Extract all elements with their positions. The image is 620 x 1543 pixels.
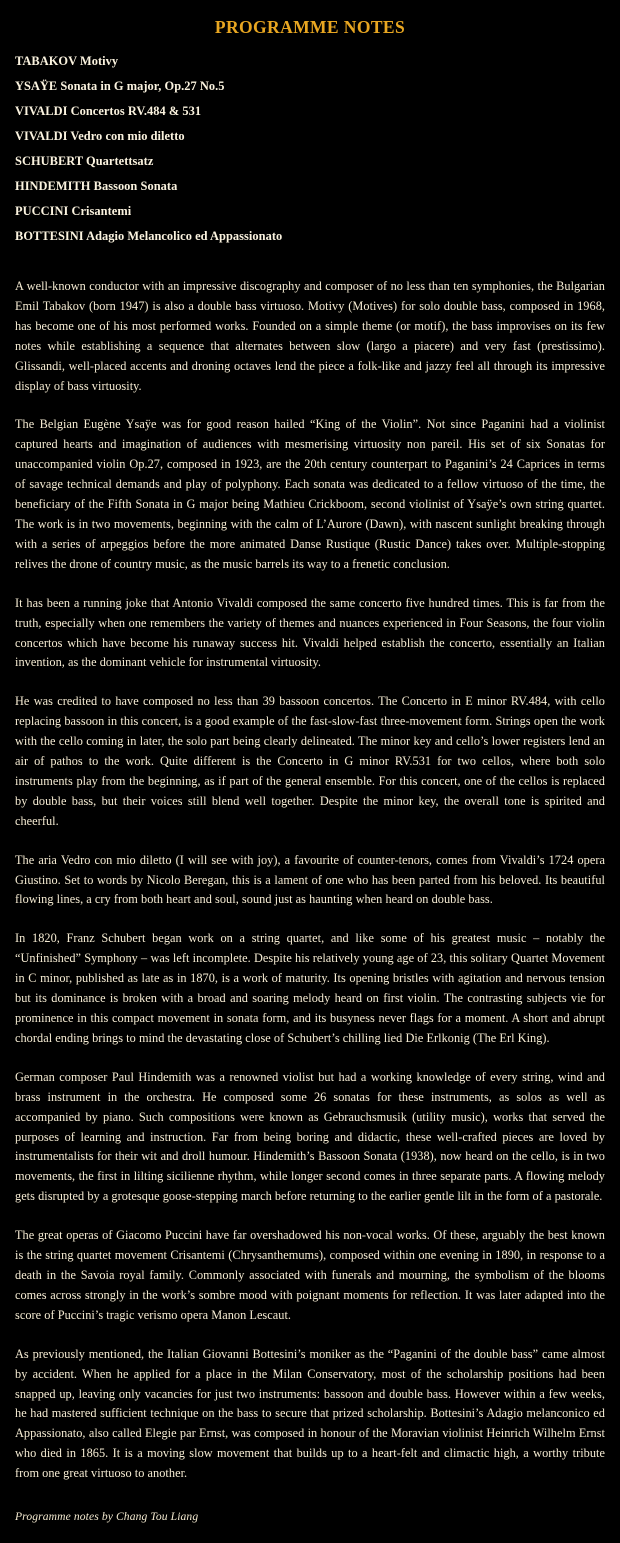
notes-body bbox=[15, 255, 605, 1484]
note-paragraph-ysaye: The Belgian Eugène Ysaÿe was for good reason hailed “King of the Violin”. Not since Paganini had a violinist captured hearts and imagination of audiences with mesmerising virtuosity non pareil. His set of six Sonatas for unaccompanied violin Op.27, composed in 1923, are the 20th century counterpart to Paganini’s 24 Caprices in terms of savage technical demands and play of polyphony. Each sonata was dedicated to a fellow virtuoso of the time, the beneficiary of the Fifth Sonata in G major being Mathieu Crickboom, second violinist of Ysaÿe’s own string quartet. The work is in two movements, beginning with the calm of L’Aurore (Dawn), with nascent sunlight breaking through with a series of arpeggios before the more animated Danse Rustique (Rustic Dance) takes over. Multiple-stopping relives the drone of country music, as the music barrels its way to a frenetic conclusion. bbox=[15, 417, 605, 571]
works-list-item: HINDEMITH Bassoon Sonata bbox=[15, 179, 178, 193]
works-list-item: VIVALDI Concertos RV.484 & 531 bbox=[15, 104, 202, 118]
works-list-item: TABAKOV Motivy bbox=[15, 54, 119, 68]
page-title: PROGRAMME NOTES bbox=[214, 17, 406, 37]
note-paragraph-hindemith: German composer Paul Hindemith was a renowned violist but had a working knowledge of every string, wind and brass instrument in the orchestra. He composed some 26 sonatas for these instruments, as solos as well as accompanied by piano. Such compositions were known as Gebrauchsmusik (utility music), works that served the purposes of learning and instruction. Far from being boring and didactic, these well-crafted pieces are loved by instrumentalists for their wit and droll humour. Hindemith’s Bassoon Sonata (1938), now heard on the cello, is in two movements, the first in lilting sicilienne rhythm, while longer second comes in three separate parts. A flowing melody gets disrupted by a grotesque goose-stepping march before returning to the earlier gentle lilt in the form of a pastorale. bbox=[15, 1069, 605, 1204]
works-list-item: VIVALDI Vedro con mio diletto bbox=[15, 129, 185, 143]
note-paragraph-bottesini: As previously mentioned, the Italian Giovanni Bottesini’s moniker as the “Paganini of the double bass” came almost by accident. When he applied for a place in the Milan Conservatory, most of the scholarship positions had been snapped up, leaving only vacancies for just two instruments: bassoon and double bass. However within a few weeks, he had mastered sufficient technique on the bass to secure that prized scholarship. Bottesini’s Adagio melanconico ed Appassionato, also called Elegie par Ernst, was composed in honour of the Moravian violinist Heinrich Wilhelm Ernst who died in 1865. It is a moving slow movement that builds up to a heart-felt and climactic high, a worthy tribute from one great virtuoso to another. bbox=[15, 1346, 605, 1481]
note-paragraph-vivaldi-intro: It has been a running joke that Antonio Vivaldi composed the same concerto five hundred times. This is far from the truth, especially when one remembers the variety of themes and nuances experienced in Four Seasons, the four violin concertos which have become his runaway success hit. Vivaldi helped establish the concerto, essentially an Italian invention, as the dominant vehicle for instrumental virtuosity. bbox=[15, 595, 605, 670]
byline: Programme notes by Chang Tou Liang bbox=[15, 1510, 199, 1524]
works-list-item: SCHUBERT Quartettsatz bbox=[15, 154, 154, 168]
note-paragraph-schubert: In 1820, Franz Schubert began work on a string quartet, and like some of his greatest music – notably the “Unfinished” Symphony – was left incomplete. Despite his relatively young age of 23, this solitary Quartet Movement in C minor, published as late as in 1870, is a work of maturity. Its opening bristles with agitation and nervous tension but its dominance is broken with a broad and soaring melody heard on first violin. The contrasting subjects vie for prominence in this compact movement in sonata form, and its busyness never flags for a moment. A short and abrupt chordal ending brings to mind the devastating close of Schubert’s chilling lied Die Erlkonig (The Erl King). bbox=[15, 931, 605, 1045]
note-paragraph-tabakov: A well-known conductor with an impressive discography and composer of no less than ten symphonies, the Bulgarian Emil Tabakov (born 1947) is also a double bass virtuoso. Motivy (Motives) for solo double bass, composed in 1968, has become one of his most performed works. Founded on a simple theme (or motif), the bass improvises on its few notes while establishing a sequence that alternates between slow (largo a piacere) and very fast (prestissimo). Glissandi, well-placed accents and droning octaves lend the piece a folk-like and jazzy feel all through its impressive display of bass virtuosity. bbox=[15, 279, 605, 393]
works-list-item: YSAŸE Sonata in G major, Op.27 No.5 bbox=[15, 79, 225, 93]
note-paragraph-puccini: The great operas of Giacomo Puccini have far overshadowed his non-vocal works. Of these, arguably the best known is the string quartet movement Crisantemi (Chrysanthemums), composed within one evening in 1890, in response to a death in the Savoia royal family. Commonly associated with funerals and mourning, the symbolism of the blooms comes across strongly in the work’s sombre mood with poignant moments for reflection. It was later adapted into the score of Puccini’s tragic verismo opera Manon Lescaut. bbox=[15, 1228, 605, 1322]
works-list-item: BOTTESINI Adagio Melancolico ed Appassionato bbox=[15, 229, 283, 243]
note-paragraph-vivaldi-concertos: He was credited to have composed no less than 39 bassoon concertos. The Concerto in E minor RV.484, with cello replacing bassoon in this concert, is a good example of the fast-slow-fast three-movement form. Strings open the work with the cello coming in later, the solo part being clearly delineated. The minor key and cello’s lower registers lend an air of pathos to the work. Quite different is the Concerto in G minor RV.531 for two cellos, where both solo instruments play from the beginning, as if part of the general ensemble. For this concert, one of the cellos is replaced by double bass, but their voices still blend well together. Despite the minor key, the overall tone is spirited and cheerful. bbox=[15, 694, 605, 828]
note-paragraph-vivaldi-aria: The aria Vedro con mio diletto (I will see with joy), a favourite of counter-tenors, comes from Vivaldi’s 1724 opera Giustino. Set to words by Nicolo Beregan, this is a lament of one who has been parted from his beloved. Its beautiful flowing lines, a cry from both heart and soul, sound just as haunting when heard on double bass. bbox=[15, 852, 605, 907]
works-list-item: PUCCINI Crisantemi bbox=[15, 204, 132, 218]
works-list bbox=[15, 38, 605, 255]
